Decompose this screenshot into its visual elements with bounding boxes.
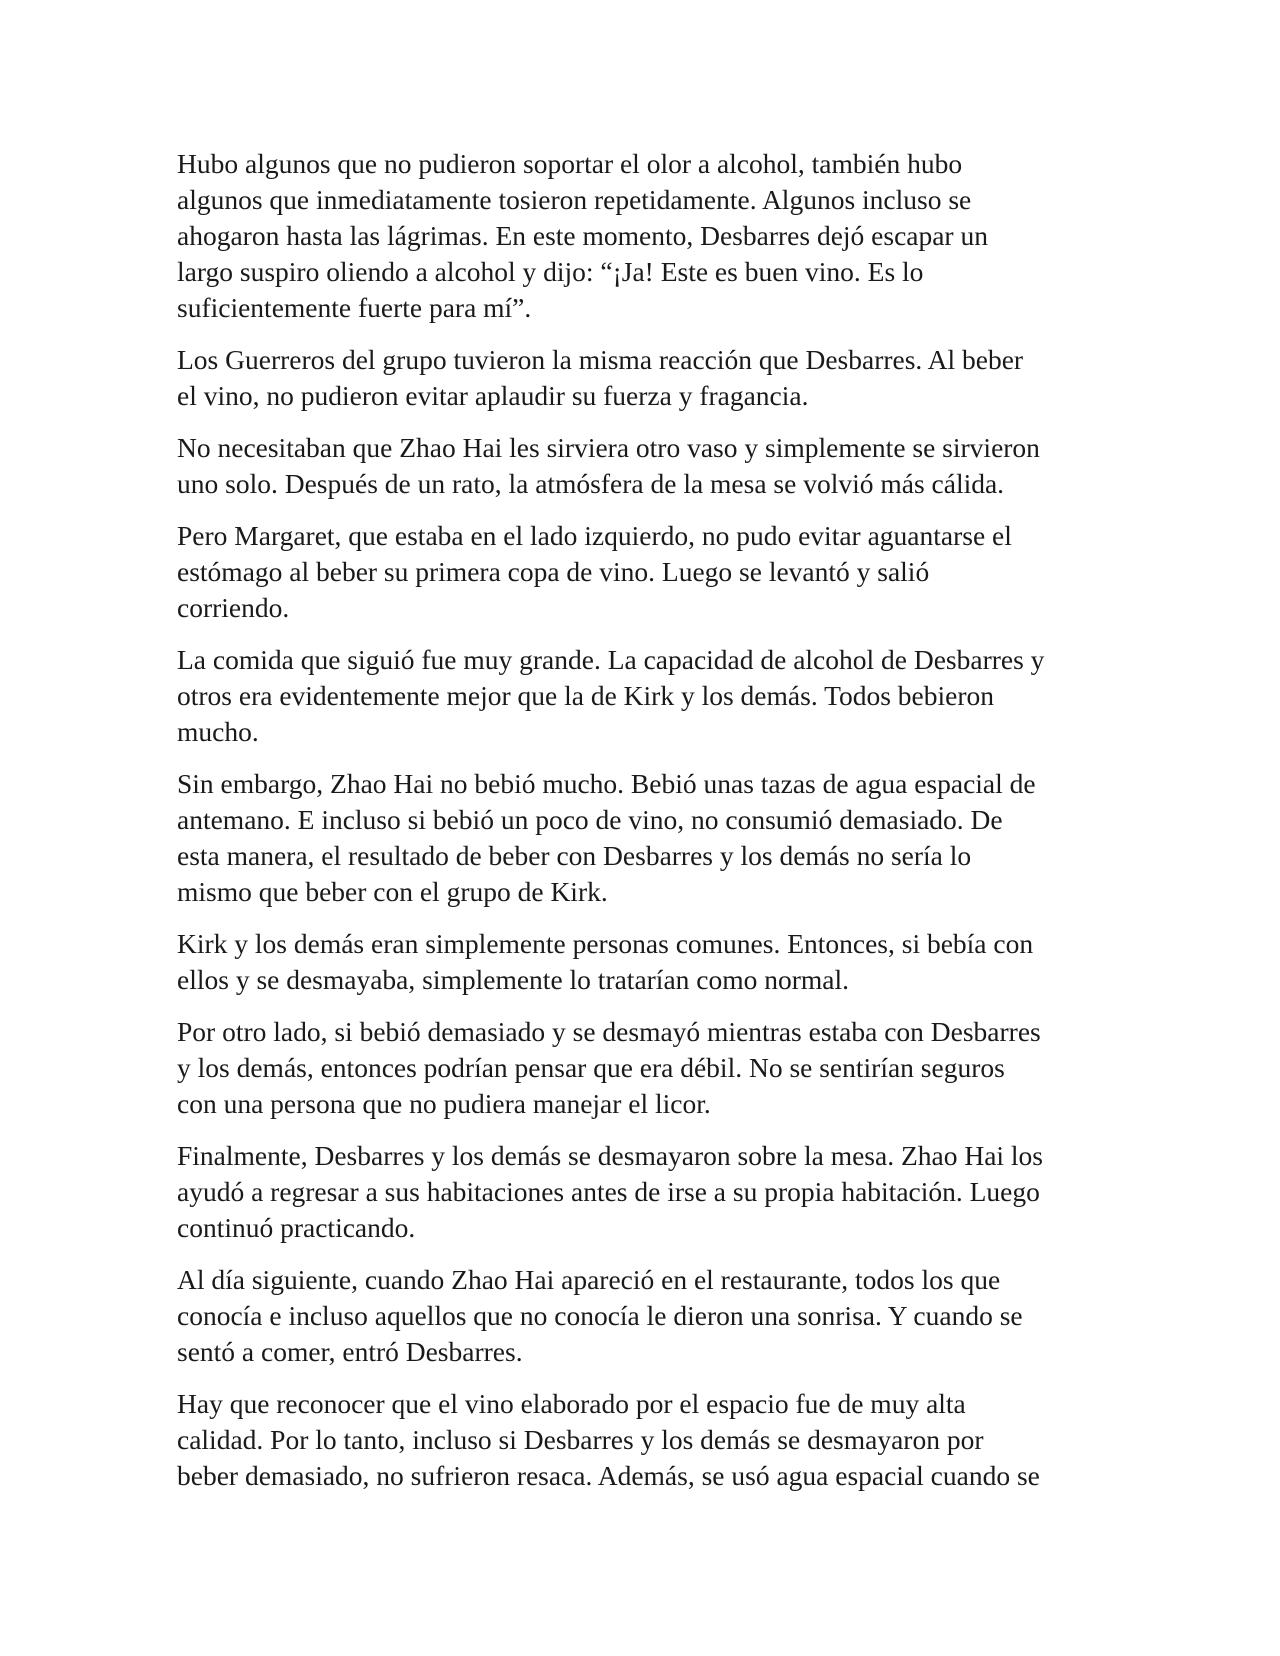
paragraph: Al día siguiente, cuando Zhao Hai apareció en el restaurante, todos los que conocía e incluso aquellos que no conocía le dieron una sonrisa. Y cuando se sentó a comer, entró Desbarres. (177, 1264, 1023, 1367)
paragraph: La comida que siguió fue muy grande. La capacidad de alcohol de Desbarres y otros era evidentemente mejor que la de Kirk y los demás. Todos bebieron mucho. (177, 644, 1045, 747)
paragraph: Hubo algunos que no pudieron soportar el olor a alcohol, también hubo algunos que inmediatamente tosieron repetidamente. Algunos incluso se ahogaron hasta las lágrimas. En este momento, Desbarres dejó escapar un largo suspiro oliendo a alcohol y dijo: “¡Ja! Este es buen vino. Es lo suficientemente fuerte para mí”. (177, 148, 988, 323)
paragraph: No necesitaban que Zhao Hai les sirviera otro vaso y simplemente se sirvieron uno solo. Después de un rato, la atmósfera de la mesa se volvió más cálida. (177, 432, 1040, 499)
paragraph: Por otro lado, si bebió demasiado y se desmayó mientras estaba con Desbarres y los demás, entonces podrían pensar que era débil. No se sentirían seguros con una persona que no pudiera manejar el licor. (177, 1016, 1041, 1119)
document-body (177, 146, 1107, 1510)
paragraph: Kirk y los demás eran simplemente personas comunes. Entonces, si bebía con ellos y se desmayaba, simplemente lo tratarían como normal. (177, 928, 1034, 995)
paragraph: Pero Margaret, que estaba en el lado izquierdo, no pudo evitar aguantarse el estómago al beber su primera copa de vino. Luego se levantó y salió corriendo. (177, 520, 1012, 623)
paragraph: Finalmente, Desbarres y los demás se desmayaron sobre la mesa. Zhao Hai los ayudó a regresar a sus habitaciones antes de irse a su propia habitación. Luego continuó practicando. (177, 1140, 1044, 1243)
paragraph: Los Guerreros del grupo tuvieron la misma reacción que Desbarres. Al beber el vino, no pudieron evitar aplaudir su fuerza y fragancia. (177, 344, 1024, 411)
paragraph: Sin embargo, Zhao Hai no bebió mucho. Bebió unas tazas de agua espacial de antemano. E incluso si bebió un poco de vino, no consumió demasiado. De esta manera, el resultado de beber con Desbarres y los demás no sería lo mismo que beber con el grupo de Kirk. (177, 768, 1036, 907)
paragraph: Hay que reconocer que el vino elaborado por el espacio fue de muy alta calidad. Por lo tanto, incluso si Desbarres y los demás se desmayaron por beber demasiado, no sufrieron resaca. Además, se usó agua espacial cuando se (177, 1388, 1040, 1491)
